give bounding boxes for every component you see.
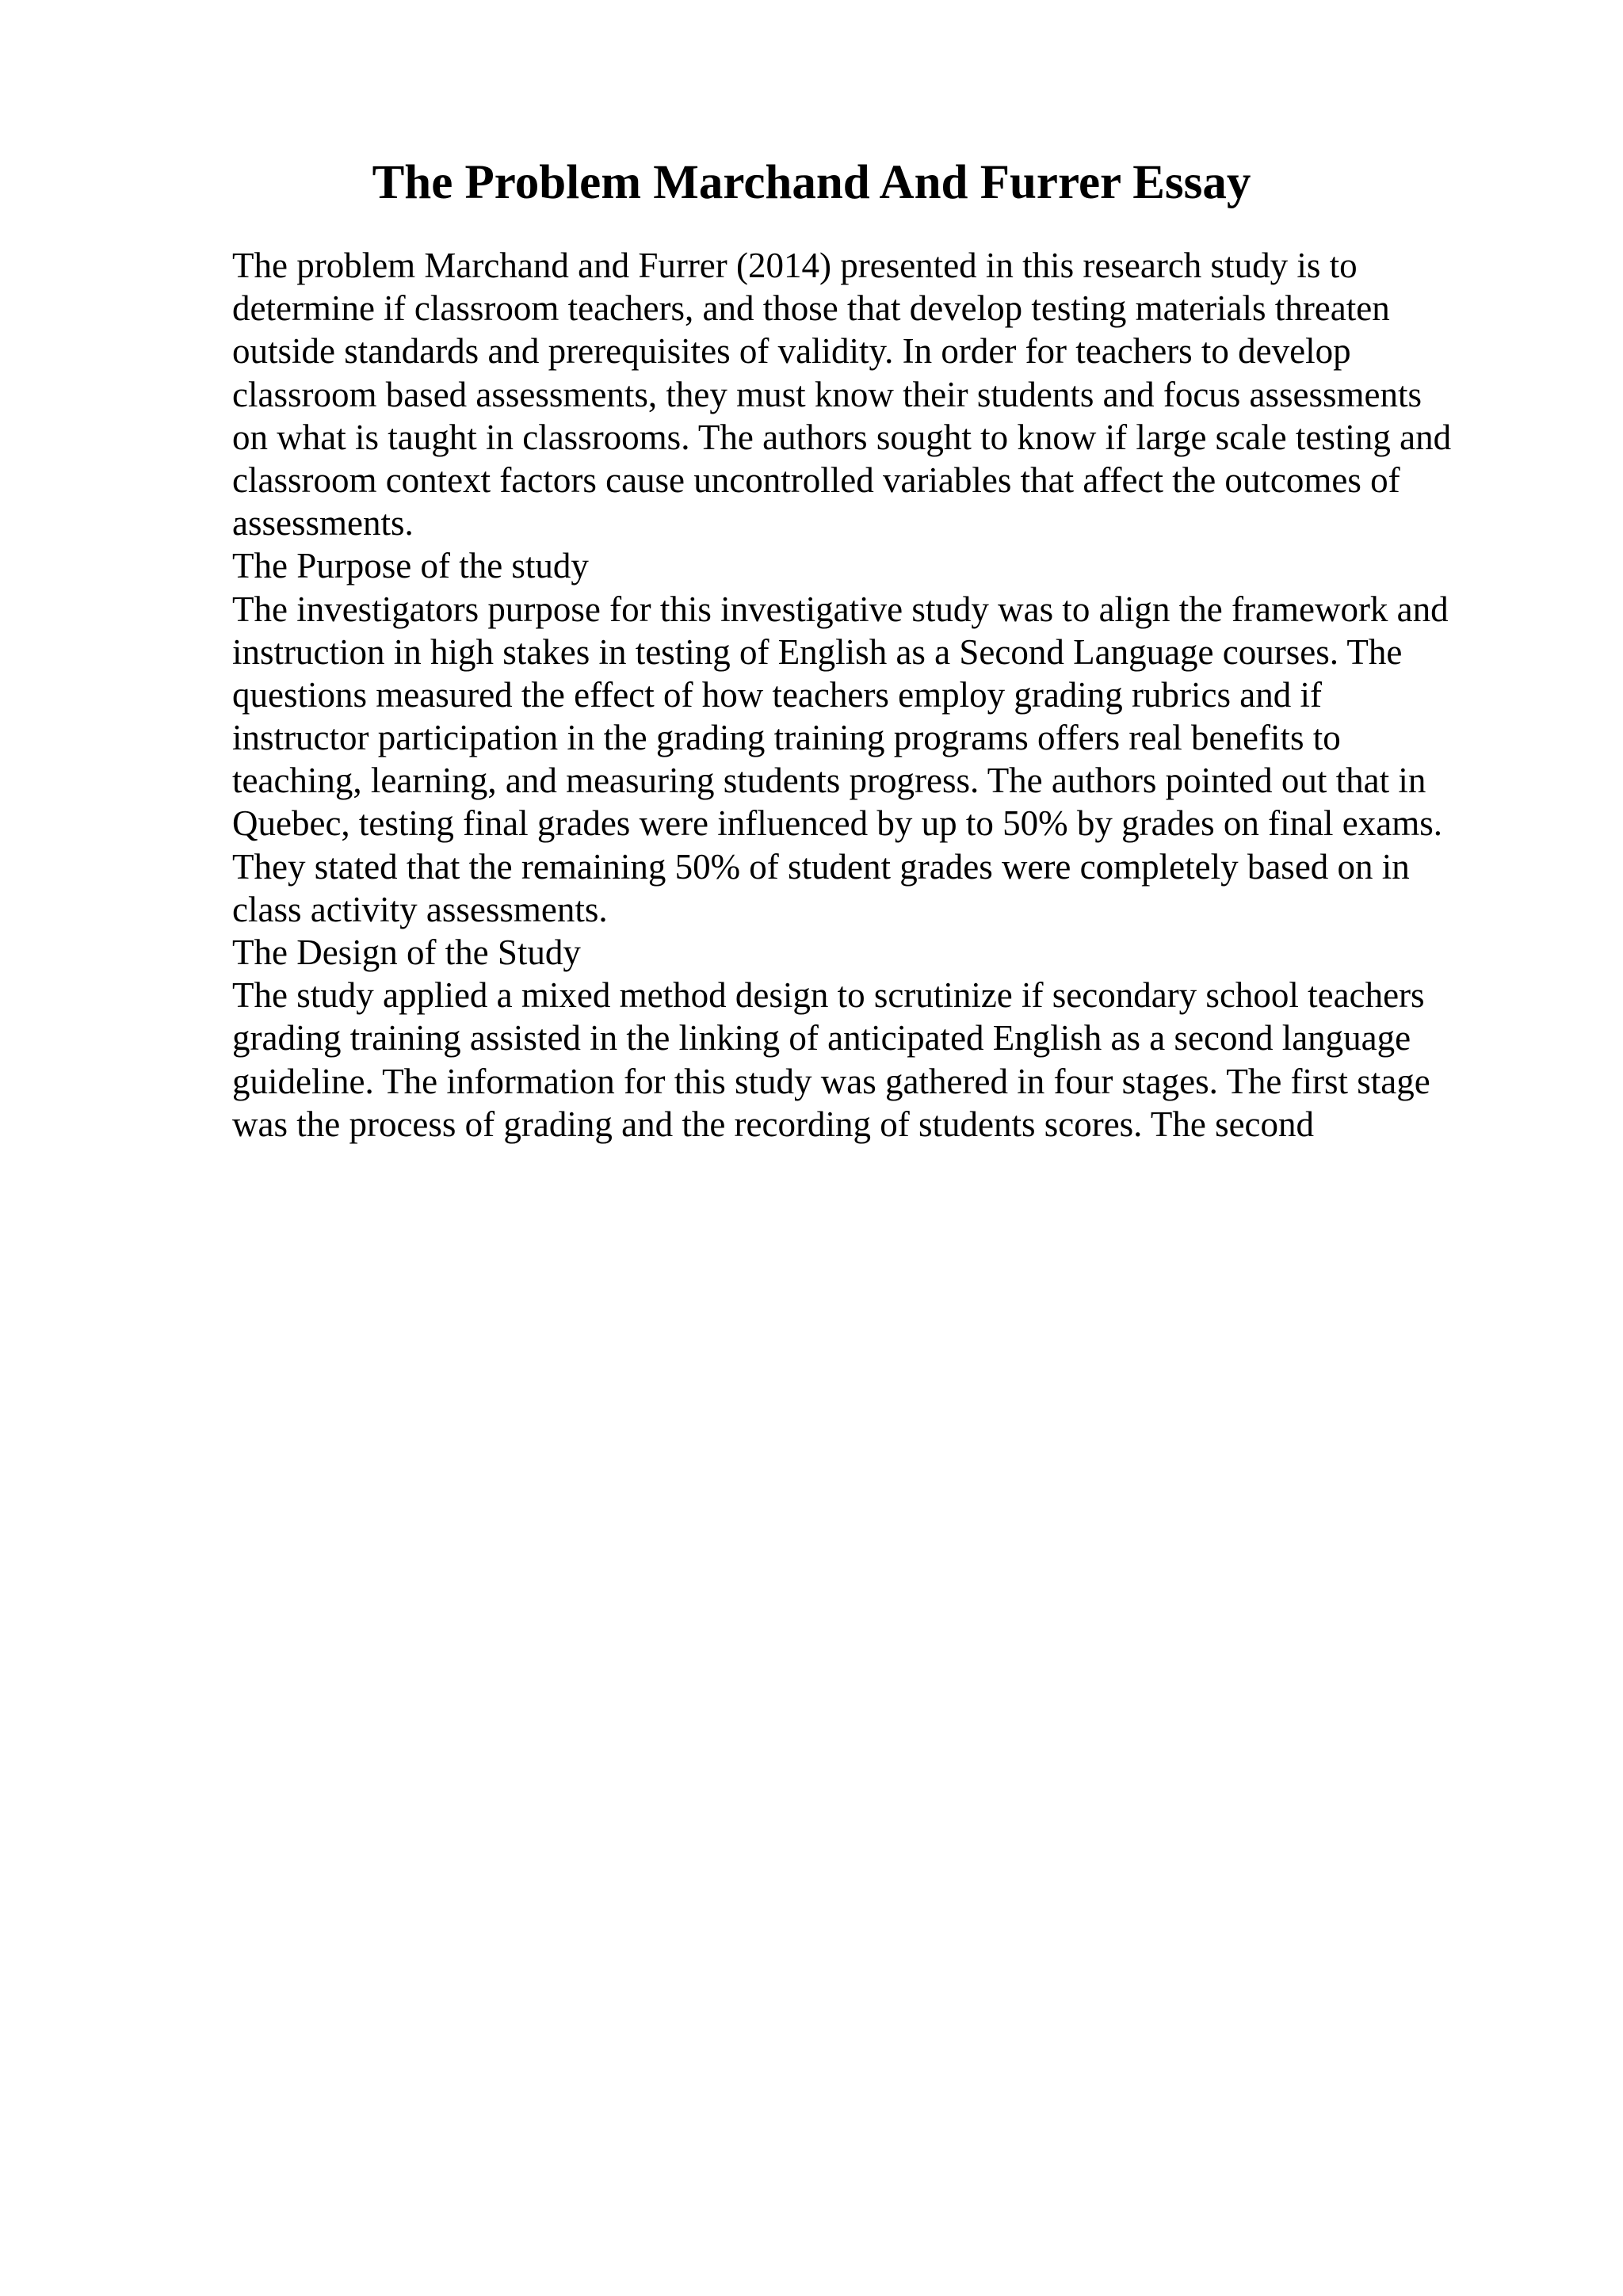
- body-line: classroom based assessments, they must know their students and focus assessments: [232, 374, 1423, 414]
- body-line: They stated that the remaining 50% of student grades were completely based on in: [232, 846, 1410, 887]
- body-line: determine if classroom teachers, and those that develop testing materials threaten: [232, 288, 1390, 329]
- body-line: instructor participation in the grading training programs offers real benefits to: [232, 718, 1341, 758]
- section-heading-design: The Design of the Study: [232, 933, 581, 972]
- body-line: instruction in high stakes in testing of English as a Second Language courses. The: [232, 631, 1403, 672]
- document-title: The Problem Marchand And Furrer Essay: [372, 156, 1251, 209]
- body-line: classroom context factors cause uncontrolled variables that affect the outcomes of: [232, 460, 1400, 500]
- body-line: Quebec, testing final grades were influenced by up to 50% by grades on final exams.: [232, 803, 1443, 844]
- body-line: The problem Marchand and Furrer (2014) presented in this research study is to: [232, 246, 1358, 285]
- body-line: guideline. The information for this study was gathered in four stages. The first stage: [232, 1061, 1430, 1101]
- body-line: The investigators purpose for this investigative study was to align the framework and: [232, 589, 1449, 629]
- section-heading-purpose: The Purpose of the study: [232, 546, 589, 586]
- body-line: grading training assisted in the linking of anticipated English as a second language: [232, 1018, 1411, 1058]
- document-body: [232, 244, 1500, 1146]
- body-line: class activity assessments.: [232, 889, 608, 929]
- body-line: teaching, learning, and measuring students progress. The authors pointed out that in: [232, 761, 1426, 801]
- body-line: was the process of grading and the recording of students scores. The second: [232, 1104, 1315, 1144]
- body-line: on what is taught in classrooms. The authors sought to know if large scale testing and: [232, 417, 1452, 457]
- body-line: questions measured the effect of how teachers employ grading rubrics and if: [232, 674, 1322, 715]
- body-line: The study applied a mixed method design to scrutinize if secondary school teachers: [232, 975, 1425, 1016]
- body-line: outside standards and prerequisites of validity. In order for teachers to develop: [232, 331, 1351, 372]
- body-line: assessments.: [232, 503, 414, 543]
